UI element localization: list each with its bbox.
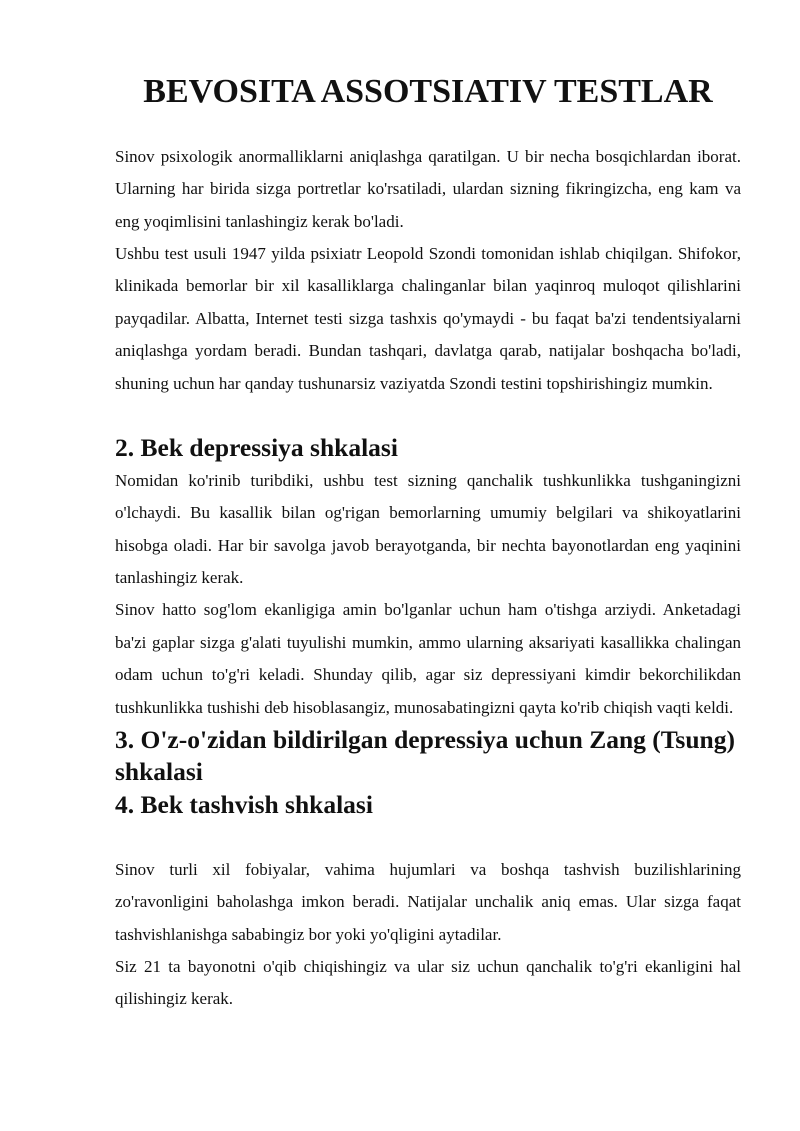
section-2-paragraph-2: Sinov hatto sog'lom ekanligiga amin bo'lganlar uchun ham o'tishga arziydi. Anketadagi ba'zi gaplar sizga g'alati tuyulishi mumkin, ammo ularning aksariyati kasallikka chalingan odam uchun to'g'ri keladi. Shunday qilib, agar siz depressiyani kimdir bekorchilikdan tushkunlikka tushishi deb hisoblasangiz, munosabatingizni qayta ko'rib chiqish vaqti keldi.: [115, 600, 741, 717]
section-3-heading: 3. O'z-o'zidan bildirilgan depressiya uchun Zang (Tsung) shkalasi: [115, 725, 735, 787]
section-4-heading: 4. Bek tashvish shkalasi: [115, 789, 373, 819]
section-2-paragraph-1: Nomidan ko'rinib turibdiki, ushbu test sizning qanchalik tushkunlikka tushganingizni o'lchaydi. Bu kasallik bilan og'rigan bemorlarning umumiy belgilari va shikoyatlarini hisobga oladi. Har bir savolga javob berayotganda, bir nechta bayonotlardan eng yaqinini tanlashingiz kerak.: [115, 470, 741, 588]
intro-paragraph-1: Sinov psixologik anormalliklarni aniqlashga qaratilgan. U bir necha bosqichlardan iborat. Ularning har birida sizga portretlar ko'rsatiladi, ulardan sizning fikringizcha, eng kam va eng yoqimlisini tanlashingiz kerak bo'ladi.: [115, 146, 741, 231]
spacer: [115, 400, 741, 432]
section-4-paragraph-1: Sinov turli xil fobiyalar, vahima hujumlari va boshqa tashvish buzilishlarining zo'ravonligini baholashga imkon beradi. Natijalar unchalik aniq emas. Ular sizga faqat tashvishlanishga sababingiz bor yoki yo'qligini aytadilar.: [115, 859, 741, 944]
spacer: [115, 108, 741, 140]
spacer: [115, 821, 741, 853]
document-title: BEVOSITA ASSOTSIATIV TESTLAR: [143, 73, 713, 110]
intro-paragraph-2: Ushbu test usuli 1947 yilda psixiatr Leopold Szondi tomonidan ishlab chiqilgan. Shifokor, klinikada bemorlar bir xil kasalliklarga chalinganlar bilan yaqinroq muloqot qilishlarini payqadilar. Albatta, Internet testi sizga tashxis qo'ymaydi - bu faqat ba'zi tendentsiyalarni aniqlashga yordam beradi. Bundan tashqari, davlatga qarab, natijalar boshqacha bo'ladi, shuning uchun har qanday tushunarsiz vaziyatda Szondi testini topshirishingiz mumkin.: [115, 244, 741, 393]
section-2-heading: 2. Bek depressiya shkalasi: [115, 433, 398, 463]
section-4-paragraph-2: Siz 21 ta bayonotni o'qib chiqishingiz va ular siz uchun qanchalik to'g'ri ekanligini hal qilishingiz kerak.: [115, 956, 741, 1009]
document-page: [115, 73, 741, 1016]
